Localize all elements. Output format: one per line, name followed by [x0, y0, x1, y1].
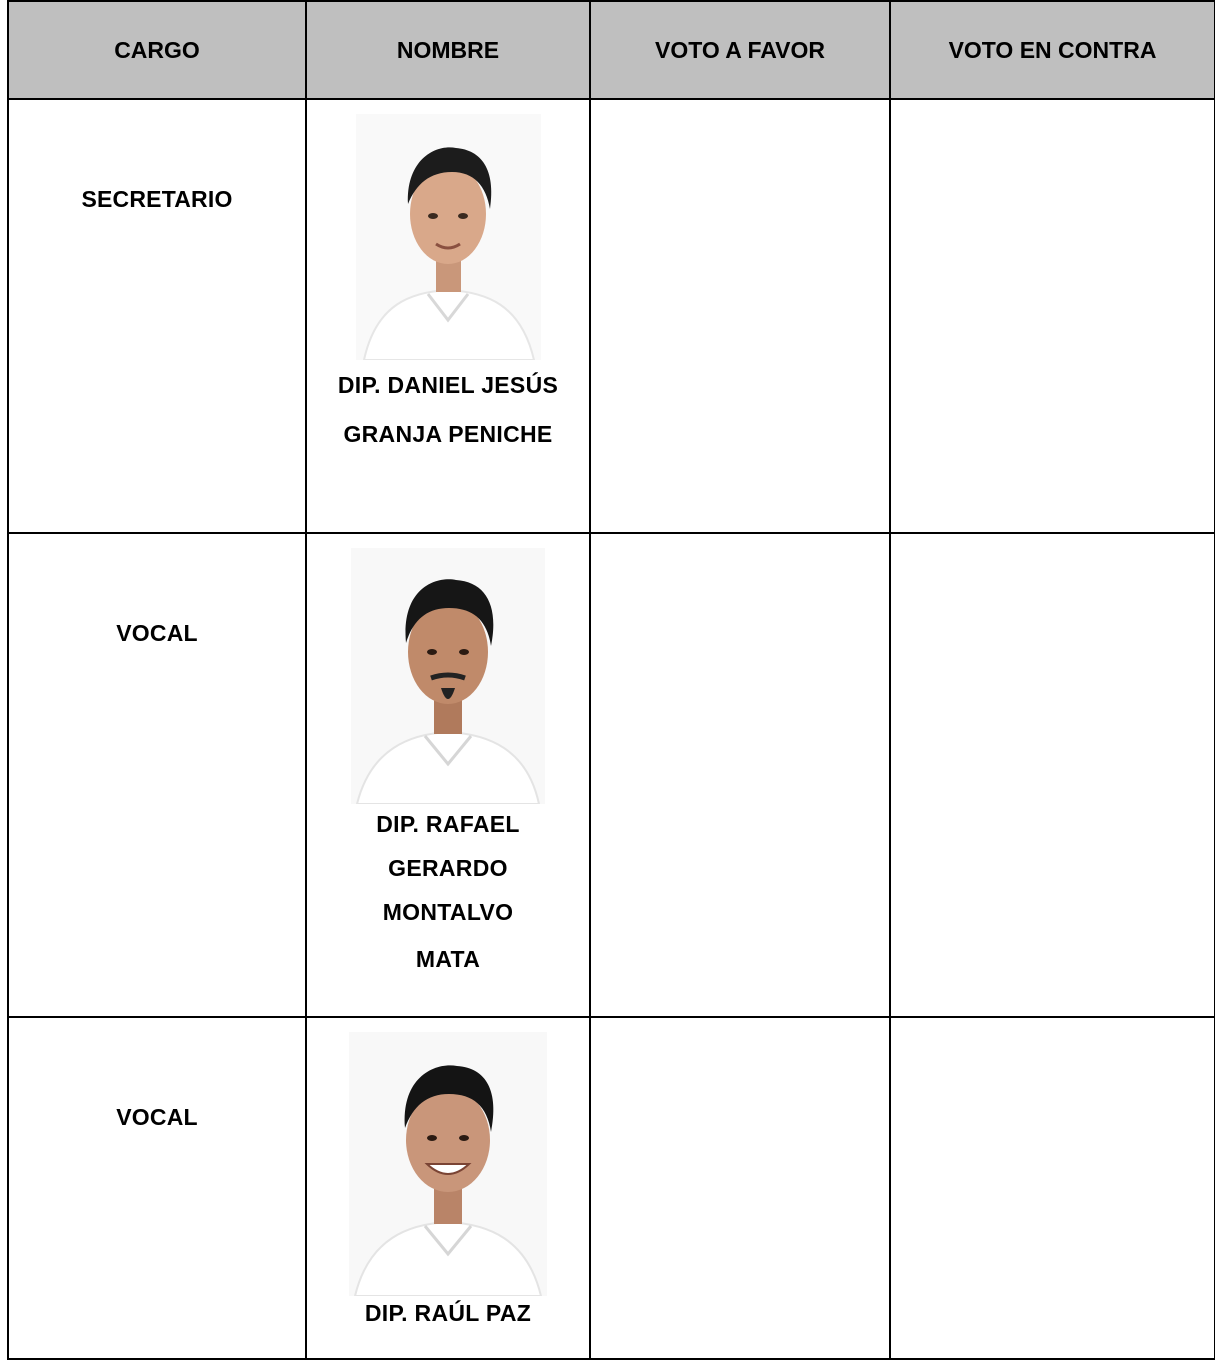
member-name-line: DIP. RAFAEL: [376, 811, 520, 837]
nombre-cell: [306, 1017, 590, 1359]
voto-a-favor-cell: [590, 533, 890, 1017]
header-row: [8, 1, 1215, 99]
table-row: [8, 1017, 1215, 1359]
voto-a-favor-cell: [590, 99, 890, 533]
member-photo: [351, 548, 545, 804]
cargo-label: SECRETARIO: [81, 186, 233, 212]
cargo-label: VOCAL: [116, 1104, 198, 1130]
voto-en-contra-cell: [890, 533, 1215, 1017]
cargo-cell: [8, 1017, 306, 1359]
portrait-icon: [356, 114, 541, 360]
header-voto-en-contra: VOTO EN CONTRA: [890, 1, 1215, 99]
member-name-line: DIP. RAÚL PAZ: [364, 1300, 532, 1326]
header-cargo: CARGO: [8, 1, 306, 99]
portrait-icon: [351, 548, 545, 804]
member-photo: [349, 1032, 547, 1296]
table-row: [8, 533, 1215, 1017]
cargo-label: VOCAL: [116, 620, 198, 646]
member-name-line: MONTALVO MATA: [382, 899, 514, 972]
member-name-line: DIP. DANIEL JESÚS: [337, 372, 559, 398]
member-name-line: GERARDO: [388, 855, 508, 881]
table-row: [8, 99, 1215, 533]
member-photo: [356, 114, 541, 360]
member-name-line: GRANJA PENICHE: [343, 421, 553, 447]
portrait-icon: [349, 1032, 547, 1296]
voto-en-contra-cell: [890, 1017, 1215, 1359]
voto-a-favor-cell: [590, 1017, 890, 1359]
cargo-cell: [8, 533, 306, 1017]
cargo-cell: [8, 99, 306, 533]
nombre-cell: [306, 99, 590, 533]
header-voto-a-favor: VOTO A FAVOR: [590, 1, 890, 99]
voting-table: [7, 0, 1215, 1360]
voto-en-contra-cell: [890, 99, 1215, 533]
header-nombre: NOMBRE: [306, 1, 590, 99]
nombre-cell: [306, 533, 590, 1017]
